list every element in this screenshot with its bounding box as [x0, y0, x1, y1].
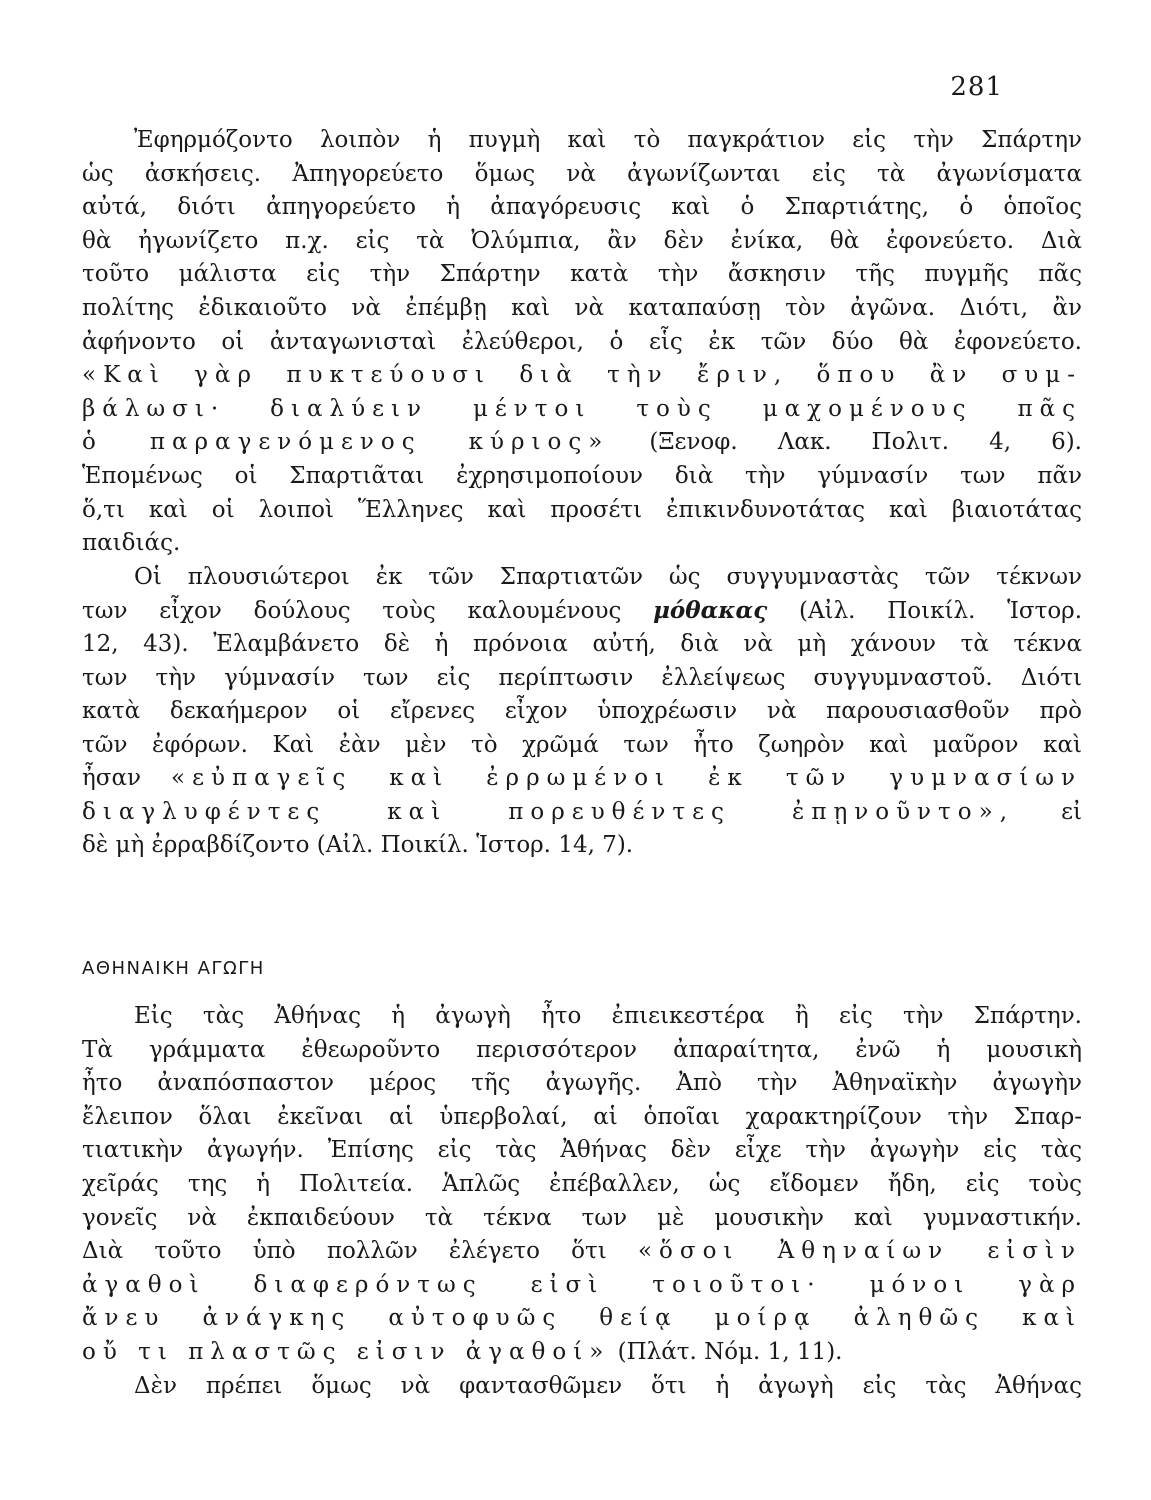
quote-line: ἀγαθοὶ διαφερόντως εἰσὶ τοιοῦτοι· μόνοι γὰρ	[82, 1271, 1082, 1298]
text-line: ὡς ἀσκήσεις. Ἀπηγορεύετο ὅμως νὰ ἀγωνίζωνται εἰς τὰ ἀγωνίσματα	[82, 160, 1082, 187]
text-line: ἦτο ἀναπόσπαστον μέρος τῆς ἀγωγῆς. Ἀπὸ τὴν Ἀθηναϊκὴν ἀγωγὴν	[82, 1070, 1082, 1097]
quote-line	[82, 762, 1082, 796]
text-segment: Διὰ τοῦτο ὑπὸ πολλῶν ἐλέγετο ὅτι	[82, 1238, 638, 1265]
text-line: πολίτης ἐδικαιοῦτο νὰ ἐπέμβῃ καὶ νὰ καταπαύσῃ τὸν ἀγῶνα. Διότι, ἂν	[82, 294, 1082, 321]
text-line: τοῦτο μάλιστα εἰς τὴν Σπάρτην κατὰ τὴν ἄσκησιν τῆς πυγμῆς πᾶς	[82, 261, 1082, 288]
quote-line: «Καὶ γὰρ πυκτεύουσι διὰ τὴν ἔριν, ὅπου ἂν συμ-	[82, 362, 1082, 389]
text-line: Τὰ γράμματα ἐθεωροῦντο περισσότερον ἀπαραίτητα, ἐνῶ ἡ μουσικὴ	[82, 1036, 1082, 1063]
quote-text: «ὅσοι Ἀθηναίων εἰσὶν	[637, 1238, 1082, 1265]
text-line: Ἐφηρμόζοντο λοιπὸν ἡ πυγμὴ καὶ τὸ παγκράτιον εἰς τὴν Σπάρτην	[134, 127, 1082, 153]
section-heading: ΑΘΗΝΑΙΚΗ ΑΓΩΓΗ	[82, 958, 265, 979]
text-line	[82, 594, 1082, 628]
text-line: κατὰ δεκαήμερον οἱ εἴρενες εἶχον ὑποχρέωσιν νὰ παρουσιασθοῦν πρὸ	[82, 698, 1082, 725]
quote-line: βάλωσι· διαλύειν μέντοι τοὺς μαχομένους πᾶς	[82, 395, 1082, 422]
citation: (Αἰλ. Ποικίλ. Ἱστορ.	[767, 598, 1083, 625]
text-line: Οἱ πλουσιώτεροι ἐκ τῶν Σπαρτιατῶν ὡς συγγυμναστὰς τῶν τέκνων	[134, 563, 1082, 590]
quote-line	[82, 796, 1082, 830]
text-line: θὰ ἠγωνίζετο π.χ. εἰς τὰ Ὀλύμπια, ἂν δὲν ἐνίκα, θὰ ἐφονεύετο. Διὰ	[82, 227, 1082, 254]
text-line: αὐτά, διότι ἀπηγορεύετο ἡ ἀπαγόρευσις καὶ ὁ Σπαρτιάτης, ὁ ὁποῖος	[82, 194, 1082, 221]
text-line: των τὴν γύμνασίν των εἰς περίπτωσιν ἐλλείψεως συγγυμναστοῦ. Διότι	[82, 664, 1082, 691]
text-segment: , εἰ	[999, 798, 1083, 825]
text-line: Ἑπομένως οἱ Σπαρτιᾶται ἐχρησιμοποίουν διὰ τὴν γύμνασίν των πᾶν	[82, 462, 1082, 489]
quote-text: διαγλυφέντες καὶ πορευθέντες ἐπῃνοῦντο»	[82, 798, 1000, 825]
citation: (Πλάτ. Νόμ. 1, 11).	[610, 1338, 843, 1365]
text-line: παιδιάς.	[82, 530, 181, 557]
text-line: δὲ μὴ ἐρραβδίζοντο (Αἰλ. Ποικίλ. Ἱστορ. 14, 7).	[82, 832, 634, 859]
citation: (Ξενοφ. Λακ. Πολιτ. 4, 6).	[609, 429, 1082, 456]
quote-text: «εὐπαγεῖς καὶ ἐρρωμένοι ἐκ τῶν γυμνασίων	[171, 765, 1082, 792]
text-line: χεῖράς της ἡ Πολιτεία. Ἁπλῶς ἐπέβαλλεν, ὡς εἴδομεν ἤδη, εἰς τοὺς	[82, 1170, 1082, 1197]
section-sparta-text	[82, 124, 1082, 863]
text-line: 12, 43). Ἐλαμβάνετο δὲ ἡ πρόνοια αὐτή, διὰ νὰ μὴ χάνουν τὰ τέκνα	[82, 630, 1082, 657]
emphasized-term: μόθακας	[653, 597, 768, 625]
quote-text: οὔ τι πλαστῶς εἰσιν ἀγαθοί»	[82, 1338, 611, 1365]
section-athens-text	[82, 1000, 1082, 1403]
quote-text: ὁ παραγενόμενος κύριος»	[82, 429, 610, 456]
text-line: Εἰς τὰς Ἀθήνας ἡ ἀγωγὴ ἦτο ἐπιεικεστέρα ἢ εἰς τὴν Σπάρτην.	[134, 1003, 1082, 1029]
quote-line: ἄνευ ἀνάγκης αὐτοφυῶς θείᾳ μοίρᾳ ἀληθῶς καὶ	[82, 1305, 1082, 1332]
page-number: 281	[950, 72, 1003, 102]
text-segment: των εἶχον δούλους τοὺς καλουμένους	[82, 598, 654, 625]
text-segment: ἦσαν	[82, 765, 172, 792]
quote-line	[82, 426, 1082, 460]
text-line: ὅ,τι καὶ οἱ λοιποὶ Ἕλληνες καὶ προσέτι ἐπικινδυνοτάτας καὶ βιαιοτάτας	[82, 496, 1082, 523]
text-line: ἀφήνοντο οἱ ἀνταγωνισταὶ ἐλεύθεροι, ὁ εἷς ἐκ τῶν δύο θὰ ἐφονεύετο.	[82, 328, 1082, 355]
text-line: γονεῖς νὰ ἐκπαιδεύουν τὰ τέκνα των μὲ μουσικὴν καὶ γυμναστικήν.	[82, 1204, 1082, 1231]
text-line: Δὲν πρέπει ὅμως νὰ φαντασθῶμεν ὅτι ἡ ἀγωγὴ εἰς τὰς Ἀθήνας	[134, 1372, 1082, 1399]
quote-line	[82, 1336, 1082, 1370]
text-line: τιατικὴν ἀγωγήν. Ἐπίσης εἰς τὰς Ἀθήνας δὲν εἶχε τὴν ἀγωγὴν εἰς τὰς	[82, 1137, 1082, 1164]
text-line: ἔλειπον ὅλαι ἐκεῖναι αἱ ὑπερβολαί, αἱ ὁποῖαι χαρακτηρίζουν τὴν Σπαρ-	[82, 1103, 1082, 1130]
quote-line	[82, 1235, 1082, 1269]
text-line: τῶν ἐφόρων. Καὶ ἐὰν μὲν τὸ χρῶμά των ἦτο ζωηρὸν καὶ μαῦρον καὶ	[82, 731, 1082, 758]
